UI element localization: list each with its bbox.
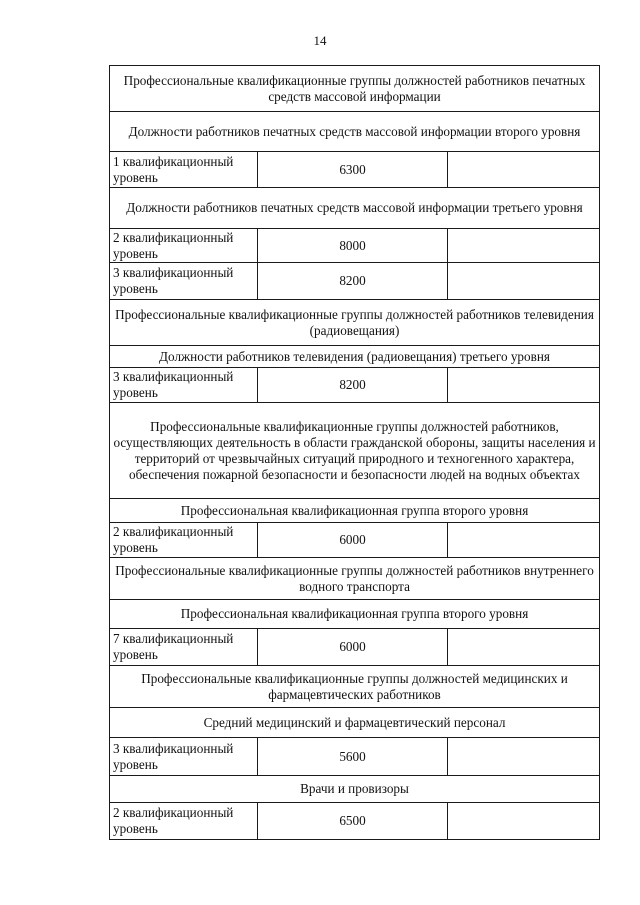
table-row [110,776,600,803]
table-row [110,403,600,499]
empty-cell [448,229,600,263]
level-cell: 7 квалификационный уровень [110,629,258,666]
group-heading: Должности работников телевидения (радиовещания) третьего уровня [110,346,600,368]
table-row [110,346,600,368]
level-cell: 1 квалификационный уровень [110,152,258,188]
level-cell: 3 квалификационный уровень [110,368,258,403]
group-heading: Профессиональные квалификационные группы должностей медицинских и фармацевтических работников [110,666,600,708]
level-cell: 2 квалификационный уровень [110,523,258,558]
empty-cell [448,629,600,666]
amount-cell: 5600 [258,738,448,776]
group-heading: Профессиональная квалификационная группа второго уровня [110,600,600,629]
amount-cell: 8200 [258,368,448,403]
group-heading: Профессиональные квалификационные группы должностей работников печатных средств массовой информации [110,66,600,112]
level-cell: 3 квалификационный уровень [110,263,258,300]
group-heading: Должности работников печатных средств массовой информации третьего уровня [110,188,600,229]
amount-cell: 6000 [258,523,448,558]
table-row [110,368,600,403]
table-row [110,66,600,112]
group-heading: Профессиональные квалификационные группы должностей работников телевидения (радиовещания) [110,300,600,346]
level-cell: 2 квалификационный уровень [110,229,258,263]
group-heading: Средний медицинский и фармацевтический персонал [110,708,600,738]
level-cell: 3 квалификационный уровень [110,738,258,776]
table-row [110,263,600,300]
amount-cell: 8000 [258,229,448,263]
table-row [110,738,600,776]
table-row [110,499,600,523]
salary-table [109,65,600,840]
table-row [110,803,600,840]
amount-cell: 6500 [258,803,448,840]
table-row [110,600,600,629]
group-heading: Врачи и провизоры [110,776,600,803]
table-row [110,188,600,229]
table-row [110,152,600,188]
page-number: 14 [313,33,327,48]
empty-cell [448,368,600,403]
empty-cell [448,523,600,558]
level-cell: 2 квалификационный уровень [110,803,258,840]
table-row [110,666,600,708]
empty-cell [448,738,600,776]
table-row [110,558,600,600]
table-row [110,300,600,346]
table-row [110,229,600,263]
table-row [110,112,600,152]
table-row [110,523,600,558]
empty-cell [448,152,600,188]
group-heading: Профессиональные квалификационные группы должностей работников внутреннего водного транспорта [110,558,600,600]
group-heading: Должности работников печатных средств массовой информации второго уровня [110,112,600,152]
empty-cell [448,263,600,300]
empty-cell [448,803,600,840]
amount-cell: 6300 [258,152,448,188]
table-row [110,708,600,738]
amount-cell: 6000 [258,629,448,666]
table-row [110,629,600,666]
amount-cell: 8200 [258,263,448,300]
group-heading: Профессиональная квалификационная группа второго уровня [110,499,600,523]
group-heading: Профессиональные квалификационные группы должностей работников, осуществляющих деятельность в области гражданской обороны, защиты населения и территорий от чрезвычайных ситуаций природного и техногенного характера, обеспечения пожарной безопасности и безопасности людей на водных объектах [110,403,600,499]
